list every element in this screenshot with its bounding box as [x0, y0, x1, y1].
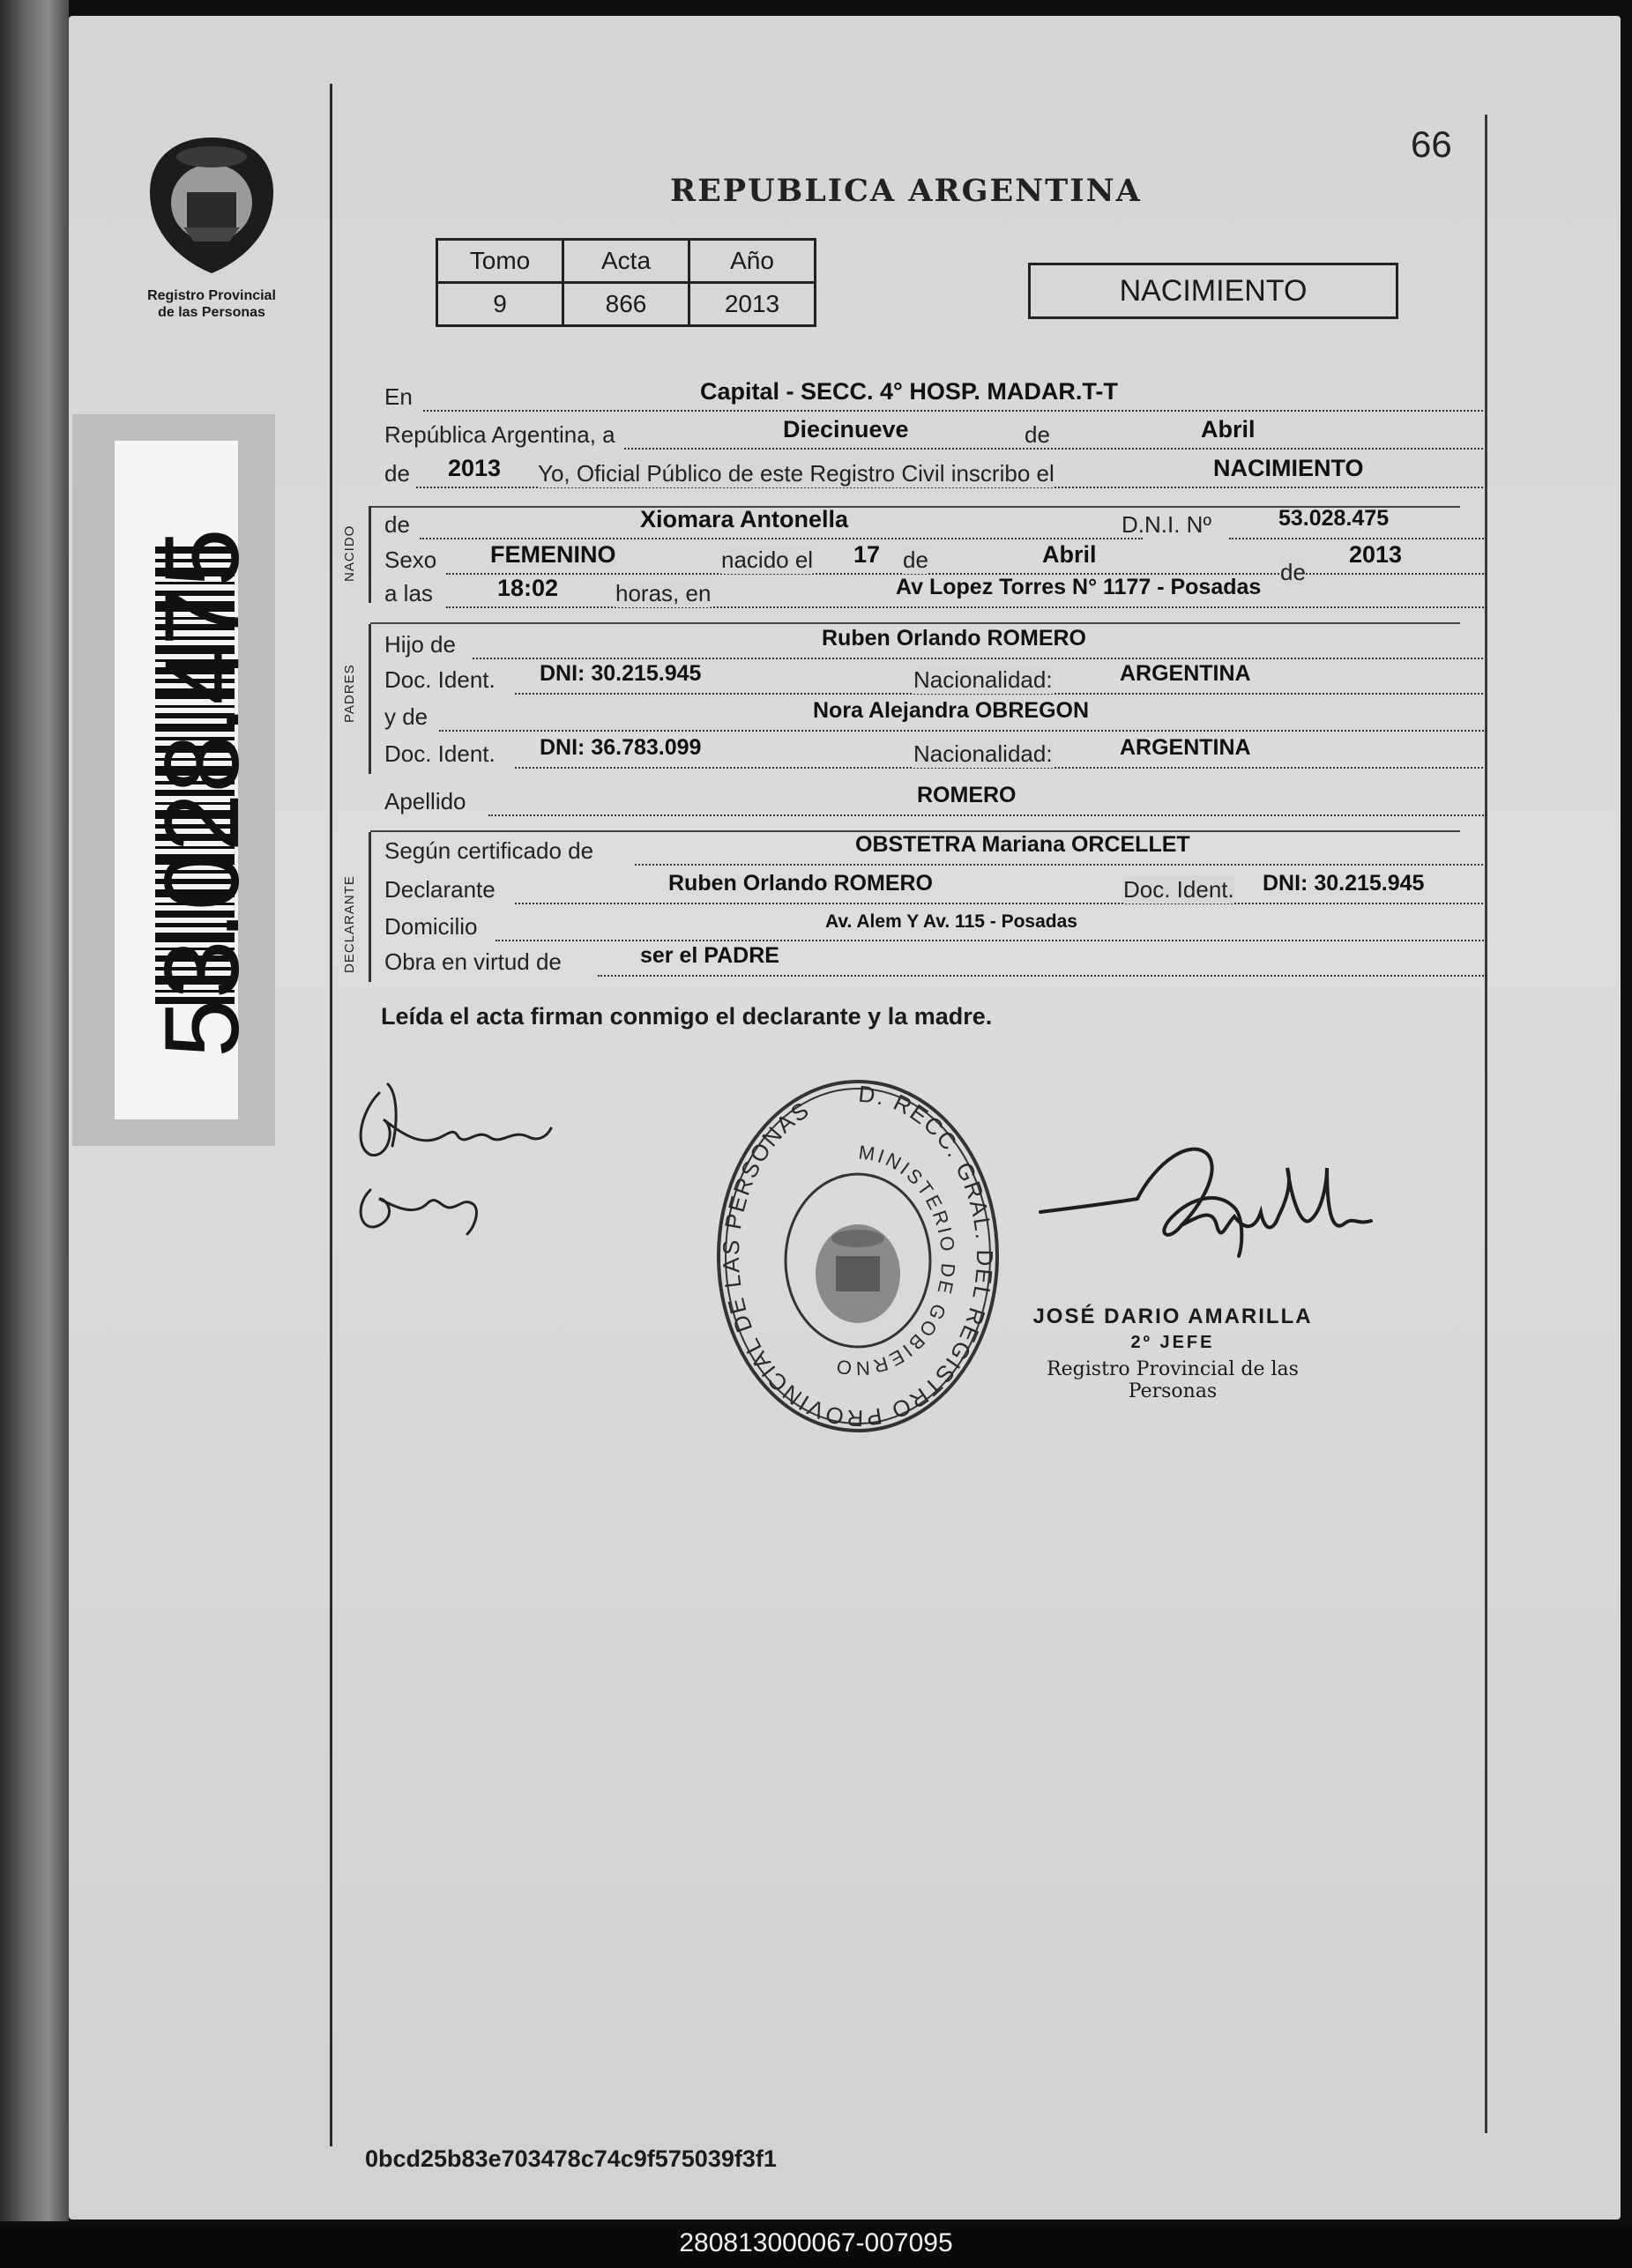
mother-name: Nora Alejandra OBREGON: [813, 698, 1090, 723]
dotted-line: [473, 658, 1487, 659]
seal-caption-line: Registro Provincial: [147, 288, 276, 303]
nacido-label: nacido el: [721, 547, 814, 573]
alas-label: a las: [384, 580, 433, 606]
reference-value-anio: 2013: [689, 283, 816, 326]
birth-place: Av Lopez Torres N° 1177 - Posadas: [896, 575, 1262, 599]
en-label: En: [384, 383, 413, 410]
field-row-surname: [384, 783, 1457, 823]
day-value: Diecinueve: [783, 416, 909, 442]
field-row-mother-doc: [384, 735, 1457, 776]
child-dni: 53.028.475: [1278, 506, 1390, 531]
certificado-label: Según certificado de: [384, 837, 594, 864]
barcode-number: 53.028.475: [143, 528, 261, 1058]
reference-header-anio: Año: [689, 240, 816, 283]
field-row-place: [384, 378, 1457, 419]
section-bar-nacido: [369, 506, 371, 603]
hijo-label: Hijo de: [384, 631, 456, 658]
right-margin-rule: [1485, 115, 1487, 2133]
nacido-de-label: de: [903, 547, 928, 573]
year-value: 2013: [448, 455, 502, 481]
yde-label: y de: [384, 703, 428, 730]
record-type-box: [1028, 263, 1398, 319]
doc-label: Doc. Ident.: [384, 666, 496, 693]
birth-time: 18:02: [497, 575, 559, 601]
record-type: NACIMIENTO: [1119, 273, 1308, 308]
field-row-time: [384, 575, 1457, 615]
section-label-declarante: DECLARANTE: [342, 875, 357, 973]
closing-statement: Leída el acta firman conmigo el declarante y la madre.: [381, 1003, 993, 1030]
nombre-label: de: [384, 511, 410, 538]
inscribo-value: NACIMIENTO: [1213, 455, 1364, 481]
address-value: Av. Alem Y Av. 115 - Posadas: [825, 911, 1077, 932]
doc-label: Doc. Ident.: [1123, 876, 1234, 903]
de-label: de: [384, 460, 410, 487]
dotted-line: [1229, 538, 1487, 539]
field-row-registration: [384, 455, 1457, 495]
republica-label: República Argentina, a: [384, 421, 615, 448]
birth-year: 2013: [1349, 541, 1403, 568]
section-label-padres: PADRES: [342, 664, 357, 723]
reference-header-tomo: Tomo: [437, 240, 563, 283]
section-bar-declarante: [369, 832, 371, 982]
seal-caption: [123, 287, 300, 321]
field-row-declarant: [384, 871, 1457, 911]
stamp-outer-text: D. RECC. GRAL. DEL REGISTRO PROVINCIAL DE LAS PERSONAS: [717, 1080, 999, 1432]
officer-block: [1014, 1305, 1331, 1402]
declarante-label: Declarante: [384, 876, 496, 903]
reference-header-acta: Acta: [563, 240, 689, 283]
inscribo-label: Yo, Oficial Público de este Registro Civil inscribo el: [538, 460, 1054, 487]
apellido-label: Apellido: [384, 788, 466, 814]
birth-month: Abril: [1042, 541, 1097, 568]
dotted-line: [423, 410, 1487, 412]
reference-value-acta: 866: [563, 283, 689, 326]
obra-label: Obra en virtud de: [384, 948, 562, 975]
dni-label: D.N.I. Nº: [1122, 511, 1211, 538]
dotted-line: [598, 975, 1487, 977]
stamp-inner-text: MINISTERIO DE GOBIERNO: [831, 1141, 960, 1380]
place-value: Capital - SECC. 4° HOSP. MADAR.T-T: [700, 378, 1118, 405]
certificate-value: OBSTETRA Mariana ORCELLET: [855, 832, 1190, 857]
doc-label: Doc. Ident.: [384, 740, 496, 767]
father-name: Ruben Orlando ROMERO: [822, 626, 1086, 651]
document-hash: 0bcd25b83e703478c74c9f575039f3f1: [365, 2145, 777, 2172]
reference-table: [436, 238, 816, 327]
field-row-address: [384, 913, 1457, 948]
reference-header-row: [437, 240, 816, 283]
horas-label: horas, en: [615, 580, 712, 606]
sex-value: FEMENINO: [490, 541, 616, 568]
dotted-line: [488, 814, 1487, 816]
book-spine: [0, 0, 69, 2221]
officer-organization: Registro Provincial de las Personas: [1047, 1358, 1299, 1402]
dotted-line: [515, 903, 1487, 904]
seal-caption-line: de las Personas: [158, 305, 265, 320]
child-name: Xiomara Antonella: [640, 506, 849, 532]
officer-name: JOSÉ DARIO AMARILLA: [1032, 1305, 1313, 1328]
footer-code: 280813000067-007095: [679, 2228, 953, 2257]
reference-value-row: [437, 283, 816, 326]
mother-dni: DNI: 36.783.099: [540, 735, 702, 760]
official-stamp-icon: [712, 1075, 1003, 1446]
de-label: de: [1025, 421, 1050, 448]
declarant-dni: DNI: 30.215.945: [1263, 871, 1425, 896]
section-bar-padres: [369, 624, 371, 774]
capacity-value: ser el PADRE: [640, 943, 779, 968]
dotted-line: [439, 730, 1487, 732]
father-nationality: ARGENTINA: [1120, 661, 1251, 686]
field-row-mother: [384, 698, 1457, 739]
document-title: REPUBLICA ARGENTINA: [670, 173, 1142, 209]
section-label-nacido: NACIDO: [342, 524, 357, 582]
dotted-line: [496, 940, 1487, 941]
page-number: 66: [1411, 123, 1452, 165]
mother-nationality: ARGENTINA: [1120, 735, 1251, 760]
month-value: Abril: [1201, 416, 1256, 442]
declarant-signature-icon: [344, 1075, 573, 1243]
nacido-de2-label: de: [1280, 559, 1306, 585]
domicilio-label: Domicilio: [384, 913, 478, 940]
father-dni: DNI: 30.215.945: [540, 661, 702, 686]
reference-value-tomo: 9: [437, 283, 563, 326]
birth-day: 17: [853, 541, 881, 568]
dotted-line: [624, 448, 1487, 450]
field-row-date: [384, 416, 1457, 457]
dotted-line: [420, 538, 1143, 539]
dotted-line: [635, 864, 1487, 866]
surname-value: ROMERO: [917, 783, 1017, 807]
sexo-label: Sexo: [384, 547, 437, 573]
field-row-capacity: [384, 943, 1457, 984]
provincial-seal-icon: [132, 130, 291, 280]
section-rule: [370, 622, 1460, 624]
officer-signature-icon: [1023, 1128, 1375, 1313]
nacionalidad-label: Nacionalidad:: [913, 666, 1053, 693]
declarant-name: Ruben Orlando ROMERO: [668, 871, 933, 896]
field-row-certificate: [384, 832, 1457, 873]
field-row-father-doc: [384, 661, 1457, 702]
officer-rank: 2º JEFE: [1130, 1333, 1215, 1352]
nacionalidad-label: Nacionalidad:: [913, 740, 1053, 767]
left-margin-rule: [330, 84, 332, 2146]
dotted-line: [446, 606, 1487, 608]
